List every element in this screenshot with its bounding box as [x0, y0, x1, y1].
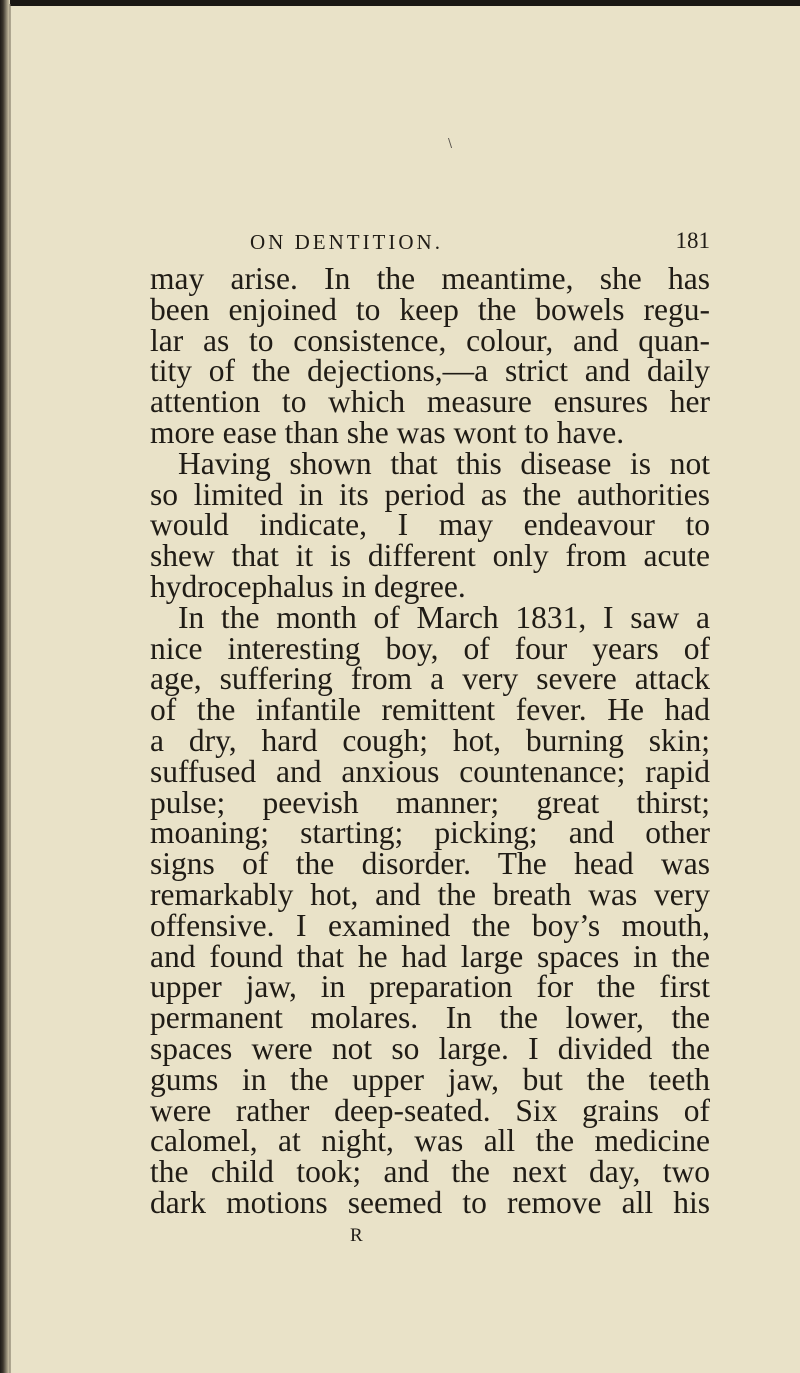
- text-line: nice interesting boy, of four years of: [150, 630, 710, 666]
- book-page: [150, 220, 710, 1247]
- text-line: gums in the upper jaw, but the teeth: [150, 1061, 710, 1097]
- text-line: In the month of March 1831, I saw a: [178, 599, 710, 635]
- text-line: hydrocephalus in degree.: [150, 568, 466, 604]
- text-line: may arise. In the meantime, she has: [150, 261, 710, 296]
- text-line: pulse; peevish manner; great thirst;: [150, 784, 710, 820]
- text-line: permanent molares. In the lower, the: [150, 1000, 710, 1036]
- text-line: been enjoined to keep the bowels regu-: [150, 291, 710, 327]
- text-line: of the infantile remittent fever. He had: [150, 692, 710, 728]
- text-line: a dry, hard cough; hot, burning skin;: [150, 722, 710, 758]
- text-line: Having shown that this disease is not: [178, 445, 710, 481]
- text-line: dark motions seemed to remove all his: [150, 1184, 710, 1220]
- text-line: were rather deep-seated. Six grains of: [150, 1092, 710, 1128]
- gutter-line: [9, 4, 11, 1373]
- text-line: lar as to consistence, colour, and quan-: [150, 322, 710, 358]
- text-line: signs of the disorder. The head was: [150, 846, 710, 882]
- text-line: suffused and anxious countenance; rapid: [150, 753, 710, 789]
- text-line: shew that it is different only from acute: [150, 538, 710, 574]
- stray-mark: \: [448, 136, 453, 150]
- body-text: [150, 261, 710, 1220]
- text-line: so limited in its period as the authorities: [150, 476, 710, 512]
- text-line: attention to which measure ensures her: [150, 384, 710, 420]
- text-line: more ease than she was wont to have.: [150, 414, 625, 450]
- text-line: tity of the dejections,—a strict and daily: [150, 353, 710, 389]
- text-line: moaning; starting; picking; and other: [150, 815, 710, 851]
- signature-mark: R: [350, 1224, 363, 1246]
- text-line: offensive. I examined the boy’s mouth,: [150, 907, 710, 943]
- running-title: ON DENTITION.: [250, 230, 443, 254]
- top-edge-shadow: [0, 0, 800, 6]
- text-line: would indicate, I may endeavour to: [150, 507, 710, 543]
- page-number: 181: [675, 228, 710, 253]
- text-line: calomel, at night, was all the medicine: [150, 1123, 710, 1159]
- running-head: [150, 220, 710, 264]
- text-line: remarkably hot, and the breath was very: [150, 876, 710, 912]
- text-line: age, suffering from a very severe attack: [150, 661, 710, 697]
- text-line: spaces were not so large. I divided the: [150, 1030, 710, 1066]
- text-line: the child took; and the next day, two: [150, 1154, 710, 1190]
- text-line: upper jaw, in preparation for the first: [150, 969, 710, 1005]
- text-line: and found that he had large spaces in the: [150, 938, 710, 974]
